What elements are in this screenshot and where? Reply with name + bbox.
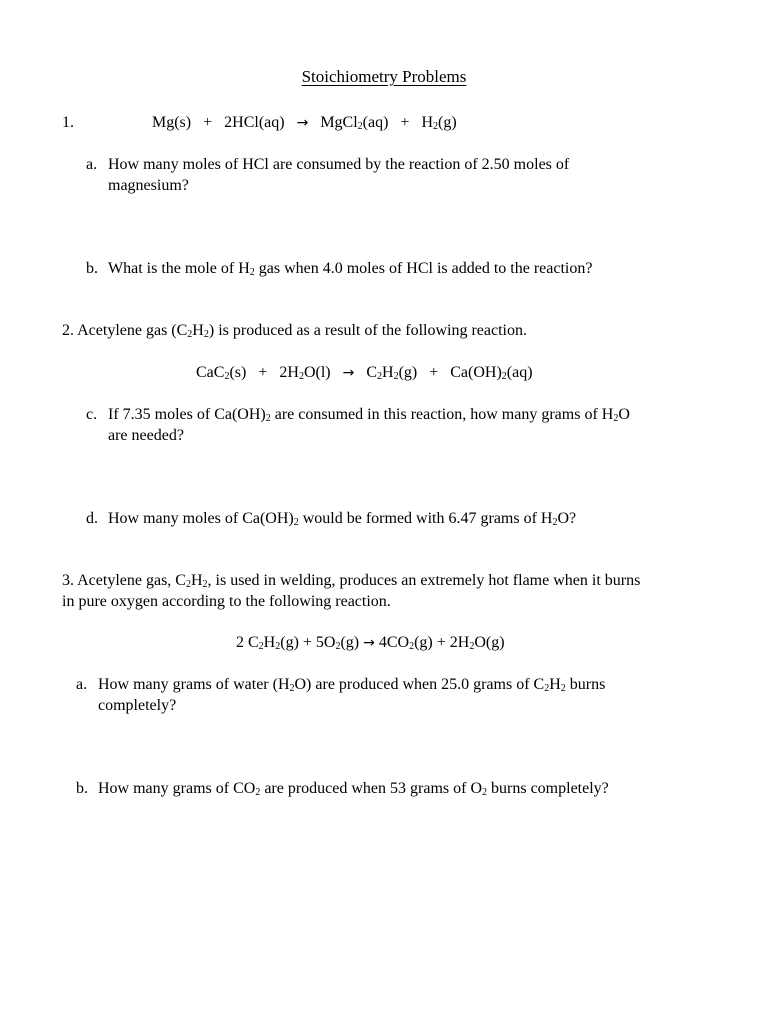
q3-b-letter: b.: [76, 780, 88, 797]
reactant-2: 2HCl(aq): [224, 114, 285, 131]
reactant-1: Mg(s): [152, 114, 192, 131]
q2-c-letter: c.: [86, 406, 98, 423]
q2-c-text: If 7.35 moles of $Ca(OH)_2$ are consumed in this reaction, how many grams of $H_2O$ are needed?: [108, 406, 630, 444]
q3-a-text: How many grams of water $(H_2O)$ are produced when 25.0 grams of $C_2H_2$ burns completely?: [98, 676, 606, 714]
q1-b-letter: b.: [86, 260, 98, 277]
question-2-equation: $CaC_2(s) + 2H_2O(l) \to C_2H_2(g) + Ca(OH)_2(aq)$: [196, 364, 533, 382]
product-2: $H_2(g)$: [421, 114, 457, 132]
q2-d-letter: d.: [86, 510, 98, 527]
q3-a-letter: a.: [76, 676, 88, 693]
question-2-intro: 2. Acetylene gas $(C_2H_2)$ is produced as a result of the following reaction.: [62, 322, 527, 340]
question-3-equation: 2 $C_2H_2(g) + 5O_2(g) \to 4CO_2(g) + 2H_2O(g)$: [236, 634, 505, 652]
q1-a-text: How many moles of HCl are consumed by the reaction of 2.50 moles of magnesium?: [108, 156, 570, 194]
arrow-right-icon: →: [296, 115, 309, 131]
question-1-equation: Mg(s) + 2HCl(aq) → MgCl$_2$(aq) + $H_2(g)$: [152, 114, 457, 132]
arrow-right-icon: →: [342, 365, 355, 381]
q2-d-text: How many moles of $Ca(OH)_2$ would be formed with 6.47 grams of $H_2O$?: [108, 510, 577, 528]
q1-a-letter: a.: [86, 156, 98, 173]
arrow-right-icon: →: [363, 635, 375, 651]
q3-b-text: How many grams of $CO_2$ are produced when 53 grams of $O_2$ burns completely?: [98, 780, 609, 798]
question-3-intro: 3. Acetylene gas, $C_2H_2$, is used in welding, produces an extremely hot flame when it burns in pure oxygen according to the following reaction.: [62, 572, 641, 610]
page-title: Stoichiometry Problems: [301, 67, 467, 86]
q1-b-text: What is the mole of $H_2$ gas when 4.0 moles of HCl is added to the reaction?: [108, 260, 593, 278]
question-1-number: 1.: [62, 114, 74, 131]
product-1: MgCl$_2$(aq): [320, 114, 389, 132]
